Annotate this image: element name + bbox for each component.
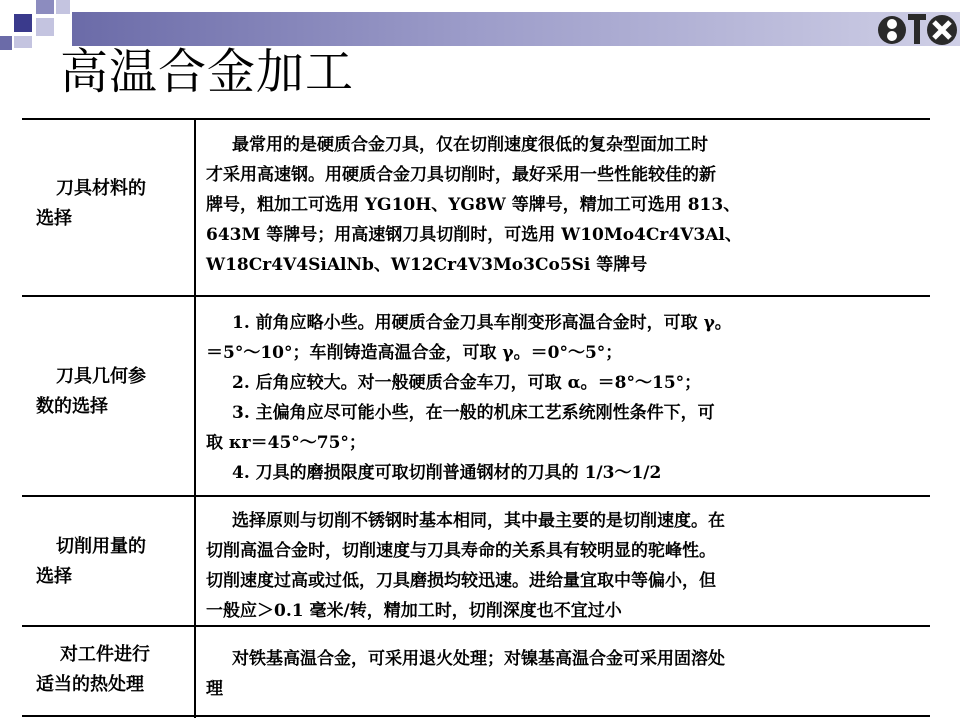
row-label-tool-geometry	[22, 362, 192, 422]
content-line: ＝5°～10°；车削铸造高温合金，可取 γ。＝0°～5°；	[206, 343, 623, 363]
content-line: 才采用高速钢。用硬质合金刀具切削时，最好采用一些性能较佳的新	[206, 165, 716, 185]
row-label-line: 刀具几何参	[56, 366, 146, 387]
content-line: 3. 主偏角应尽可能小些，在一般的机床工艺系统刚性条件下，可	[232, 403, 715, 423]
content-line: 2. 后角应较大。对一般硬质合金车刀，可取 α。＝8°～15°；	[232, 373, 702, 393]
row-content-heat-treatment	[206, 644, 926, 704]
content-line: 643M 等牌号；用高速钢刀具切削时，可选用 W10Mo4Cr4V3Al、	[206, 225, 742, 245]
content-line: 1. 前角应略小些。用硬质合金刀具车削变形高温合金时，可取 γ。	[232, 313, 732, 333]
table-border-top	[22, 118, 930, 120]
row-content-tool-material	[206, 130, 926, 280]
content-line: 最常用的是硬质合金刀具，仅在切削速度很低的复杂型面加工时	[232, 135, 708, 155]
decor-square	[14, 36, 32, 48]
content-line: 牌号，粗加工可选用 YG10H、YG8W 等牌号，精加工可选用 813、	[206, 195, 741, 215]
content-line: 一般应＞0.1 毫米/转，精加工时，切削深度也不宜过小	[206, 601, 622, 621]
decor-square	[36, 18, 54, 36]
table-border-bottom	[22, 715, 930, 717]
row-label-line: 适当的热处理	[36, 674, 144, 695]
row-content-tool-geometry	[206, 308, 926, 488]
content-line: 理	[206, 679, 223, 699]
content-line: 切削速度过高或过低，刀具磨损均较迅速。进给量宜取中等偏小，但	[206, 571, 716, 591]
school-logo-icon	[874, 6, 960, 50]
row-content-cutting-params	[206, 506, 926, 626]
row-label-tool-material	[22, 174, 192, 234]
table-column-divider	[194, 118, 196, 718]
row-label-line: 选择	[36, 566, 72, 587]
content-line: W18Cr4V4SiAlNb、W12Cr4V3Mo3Co5Si 等牌号	[206, 255, 648, 275]
row-label-heat-treatment	[22, 640, 192, 700]
row-label-line: 对工件进行	[60, 644, 150, 665]
content-line: 4. 刀具的磨损限度可取切削普通钢材的刀具的 1/3～1/2	[232, 463, 662, 483]
content-line: 对铁基高温合金，可采用退火处理；对镍基高温合金可采用固溶处	[232, 649, 725, 669]
content-line: 选择原则与切削不锈钢时基本相同，其中最主要的是切削速度。在	[232, 511, 725, 531]
decor-square	[36, 0, 54, 14]
info-table	[22, 118, 930, 718]
row-label-line: 刀具材料的	[56, 178, 146, 199]
row-label-cutting-params	[22, 532, 192, 592]
row-label-line: 切削用量的	[56, 536, 146, 557]
table-row-divider	[22, 495, 930, 497]
row-label-line: 选择	[36, 208, 72, 229]
decor-square	[56, 0, 70, 14]
content-line: 取 κr＝45°～75°；	[206, 433, 366, 453]
decor-square	[14, 14, 32, 32]
row-label-line: 数的选择	[36, 396, 108, 417]
decor-square	[0, 36, 12, 50]
table-row-divider	[22, 295, 930, 297]
content-line: 切削高温合金时，切削速度与刀具寿命的关系具有较明显的驼峰性。	[206, 541, 716, 561]
page-title: 高温合金加工	[60, 44, 355, 100]
